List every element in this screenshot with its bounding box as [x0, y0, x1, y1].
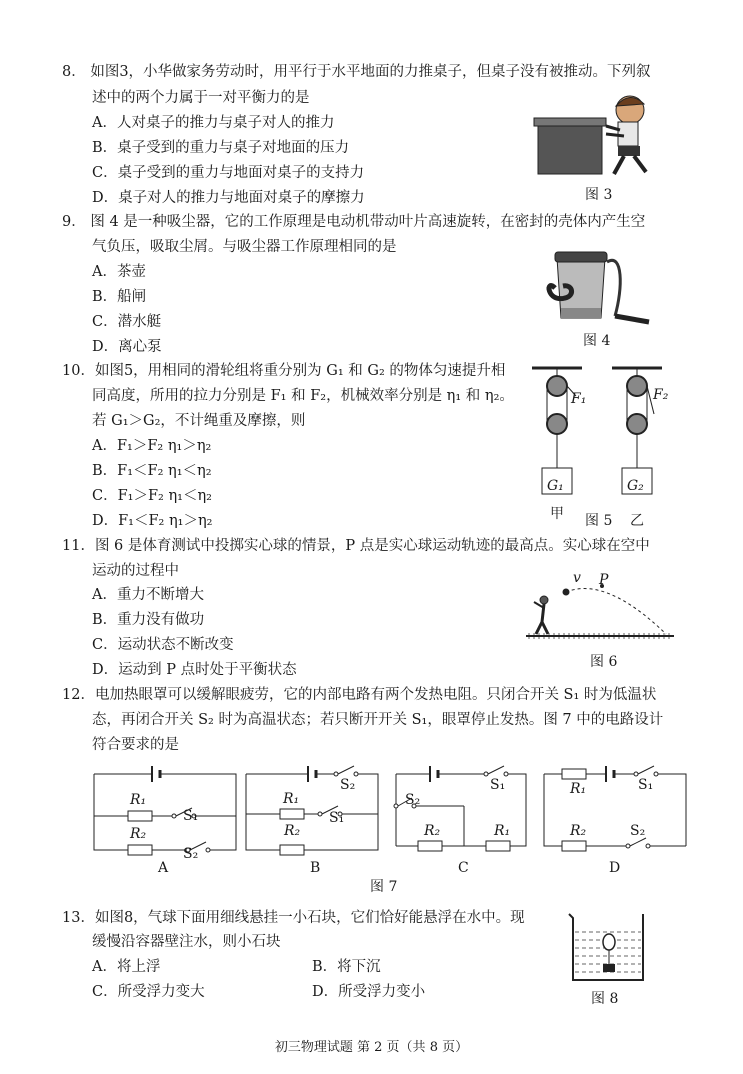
circuit-d-label-s2: S₂ [630, 823, 646, 839]
figure-6-caption: 图 6 [590, 654, 618, 670]
circuit-c-label-r2: R₂ [424, 823, 441, 839]
figure-5-caption: 图 5 [585, 513, 613, 529]
circuit-b-label-s1: S₁ [329, 810, 345, 826]
circuit-d-label-s1: S₁ [638, 777, 654, 793]
q10-option-c: C．F₁＞F₂ η₁＜η₂ [92, 488, 212, 504]
q8-option-d: D．桌子对人的推力与地面对桌子的摩擦力 [92, 190, 365, 206]
circuit-a-label-s2: S₂ [183, 846, 199, 862]
q8-option-c: C．桌子受到的重力与地面对桌子的支持力 [92, 165, 365, 181]
figure-8-caption: 图 8 [591, 991, 619, 1007]
circuit-b-letter: B [310, 860, 321, 876]
q9-option-c: C．潜水艇 [92, 314, 162, 330]
figure-8-beaker [565, 910, 649, 984]
circuit-d-label-r1: R₁ [570, 781, 587, 797]
q11-option-b: B．重力没有做功 [92, 612, 205, 628]
figure-3-caption: 图 3 [585, 187, 613, 203]
circuit-a [90, 770, 240, 858]
page-footer: 初三物理试题 第 2 页（共 8 页） [274, 1040, 469, 1055]
circuit-a-label-r2: R₂ [130, 826, 147, 842]
q9-option-d: D．离心泵 [92, 339, 162, 355]
circuit-b-label-s2: S₂ [340, 777, 356, 793]
circuit-c-label-s2: S₂ [405, 792, 421, 808]
q8-stem-line2: 述中的两个力属于一对平衡力的是 [92, 90, 310, 106]
q10-option-a: A．F₁＞F₂ η₁＞η₂ [92, 438, 212, 454]
q13-option-c: C．所受浮力变大 [92, 984, 205, 1000]
q8-option-b: B．桌子受到的重力与桌子对地面的压力 [92, 140, 350, 156]
circuit-c-label-s1: S₁ [490, 777, 506, 793]
q13-option-d: D．所受浮力变小 [312, 984, 426, 1000]
q11-stem-line1: 11．图 6 是体育测试中投掷实心球的情景，P 点是实心球运动轨迹的最高点。实心球在空中 [62, 538, 650, 554]
q9-stem-line2: 气负压，吸取尘屑。与吸尘器工作原理相同的是 [92, 239, 397, 255]
figure-7-caption: 图 7 [370, 879, 398, 895]
figure-4-caption: 图 4 [583, 333, 611, 349]
q11-stem-line2: 运动的过程中 [92, 563, 179, 579]
q11-option-a: A．重力不断增大 [92, 587, 204, 603]
q13-stem-line1: 13．如图8，气球下面用细线悬挂一小石块，它们恰好能悬浮在水中。现 [62, 910, 525, 926]
figure-4-vacuum-cleaner [545, 248, 655, 328]
q10-stem-line3: 若 G₁＞G₂，不计绳重及摩擦，则 [92, 413, 306, 429]
figure-5-label-yi: 乙 [630, 513, 644, 529]
circuit-b-label-r1: R₁ [283, 791, 300, 807]
q11-option-c: C．运动状态不断改变 [92, 637, 234, 653]
q12-stem-line2: 态，再闭合开关 S₂ 时为高温状态；若只断开开关 S₁，眼罩停止发热。图 7 中的电路设计 [92, 712, 664, 728]
q10-option-b: B．F₁＜F₂ η₁＜η₂ [92, 463, 212, 479]
q10-stem-line2: 同高度，所用的拉力分别是 F₁ 和 F₂，机械效率分别是 η₁ 和 η₂。 [92, 388, 514, 404]
q9-stem-line1: 9． 图 4 是一种吸尘器，它的工作原理是电动机带动叶片高速旋转，在密封的壳体内产生空 [62, 214, 646, 230]
q13-option-a: A．将上浮 [92, 959, 161, 975]
figure-6-label-p: P [599, 572, 609, 588]
q10-option-d: D．F₁＜F₂ η₁＞η₂ [92, 513, 213, 529]
figure-3-pushing-table [530, 92, 670, 182]
circuit-a-letter: A [158, 860, 169, 876]
figure-5-label-jia: 甲 [550, 506, 564, 522]
figure-5-label-g1: G₁ [547, 478, 564, 494]
q8-option-a: A．人对桌子的推力与桌子对人的推力 [92, 115, 335, 131]
circuit-c [392, 770, 542, 858]
circuit-d-letter: D [609, 860, 621, 876]
q13-option-b: B．将下沉 [312, 959, 381, 975]
figure-5-label-g2: G₂ [627, 478, 644, 494]
figure-6-label-v: v [573, 570, 581, 586]
circuit-a-label-r1: R₁ [130, 792, 147, 808]
circuit-b-label-r2: R₂ [284, 823, 301, 839]
circuit-c-label-r1: R₁ [494, 823, 511, 839]
q12-stem-line3: 符合要求的是 [92, 737, 179, 753]
q12-stem-line1: 12．电加热眼罩可以缓解眼疲劳，它的内部电路有两个发热电阻。只闭合开关 S₁ 时为低温状 [62, 687, 657, 703]
q9-option-b: B．船闸 [92, 289, 147, 305]
circuit-d [540, 770, 690, 858]
circuit-b [242, 770, 392, 858]
q13-stem-line2: 缓慢沿容器壁注水，则小石块 [92, 934, 281, 950]
q8-stem-line1: 8． 如图3，小华做家务劳动时，用平行于水平地面的力推桌子，但桌子没有被推动。下列叙 [62, 64, 651, 80]
q11-option-d: D．运动到 P 点时处于平衡状态 [92, 662, 297, 678]
q10-stem-line1: 10．如图5，用相同的滑轮组将重分别为 G₁ 和 G₂ 的物体匀速提升相 [62, 363, 506, 379]
figure-5-label-f1: F₁ [571, 391, 587, 407]
circuit-c-letter: C [458, 860, 469, 876]
q9-option-a: A．茶壶 [92, 264, 146, 280]
circuit-a-label-s1: S₁ [183, 808, 199, 824]
circuit-d-label-r2: R₂ [570, 823, 587, 839]
figure-5-label-f2: F₂ [653, 387, 669, 403]
